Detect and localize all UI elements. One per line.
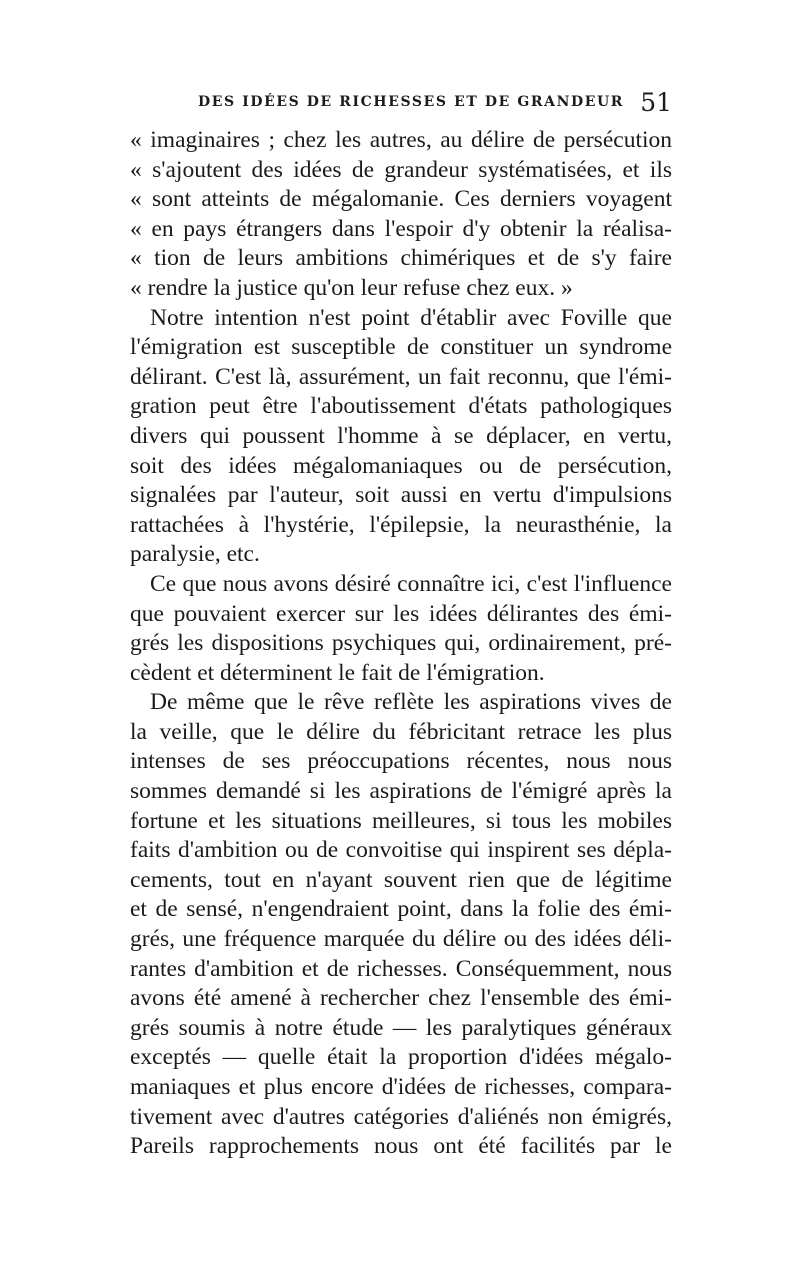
text-line: signalées par l'auteur, soit aussi en vertu d'impulsions [130, 482, 672, 509]
text-line: sommes demandé si les aspirations de l'émigré après la [130, 778, 672, 805]
text-line: « rendre la justice qu'on leur refuse chez eux. » [130, 274, 573, 301]
text-line: Pareils rapprochements nous ont été facilités par le [130, 1133, 672, 1160]
text-line: tivement avec d'autres catégories d'aliénés non émigrés, [130, 1103, 672, 1130]
text-line: grés soumis à notre étude — les paralytiques généraux [130, 1014, 672, 1041]
text-line: avons été amené à rechercher chez l'ensemble des émi- [130, 985, 672, 1012]
text-line: « tion de leurs ambitions chimériques et de s'y faire [130, 245, 672, 272]
text-line: divers qui poussent l'homme à se déplacer, en vertu, [130, 422, 672, 449]
text-line: intenses de ses préoccupations récentes, nous nous [130, 748, 672, 775]
text-line: l'émigration est susceptible de constituer un syndrome [130, 334, 672, 361]
text-line: gration peut être l'aboutissement d'états pathologiques [130, 393, 672, 420]
running-title: DES IDÉES DE RICHESSES ET DE GRANDEUR [198, 94, 625, 110]
text-line: délirant. C'est là, assurément, un fait reconnu, que l'émi- [130, 363, 672, 390]
text-line: cèdent et déterminent le fait de l'émigration. [130, 659, 545, 686]
text-line: et de sensé, n'engendraient point, dans la folie des émi- [130, 896, 672, 923]
text-line: fortune et les situations meilleures, si tous les mobiles [130, 807, 672, 834]
text-line: soit des idées mégalomaniaques ou de persécution, [130, 452, 672, 479]
text-line: grés, une fréquence marquée du délire ou des idées déli- [130, 926, 672, 953]
text-line: « sont atteints de mégalomanie. Ces derniers voyagent [130, 186, 672, 213]
text-line: « s'ajoutent des idées de grandeur systématisées, et ils [130, 156, 672, 183]
text-line: Notre intention n'est point d'établir avec Foville que [150, 304, 672, 331]
text-line: cements, tout en n'ayant souvent rien que de légitime [130, 866, 672, 893]
page-header [130, 88, 672, 124]
text-line: grés les dispositions psychiques qui, ordinairement, pré- [130, 630, 672, 657]
body-text [130, 126, 672, 1162]
text-line: rattachées à l'hystérie, l'épilepsie, la neurasthénie, la [130, 511, 672, 538]
text-line: maniaques et plus encore d'idées de richesses, compara- [130, 1074, 672, 1100]
text-line: que pouvaient exercer sur les idées délirantes des émi- [130, 600, 672, 627]
text-line: faits d'ambition ou de convoitise qui inspirent ses dépla- [130, 837, 672, 864]
text-line: De même que le rêve reflète les aspirations vives de [150, 689, 672, 716]
page-number: 51 [640, 88, 672, 117]
text-line: rantes d'ambition et de richesses. Conséquemment, nous [130, 955, 672, 982]
text-line: exceptés — quelle était la proportion d'idées mégalo- [130, 1044, 672, 1071]
text-line: paralysie, etc. [130, 541, 260, 568]
text-line: « imaginaires ; chez les autres, au délire de persécution [130, 127, 672, 153]
text-line: « en pays étrangers dans l'espoir d'y obtenir la réalisa- [130, 215, 672, 242]
text-line: Ce que nous avons désiré connaître ici, c'est l'influence [150, 570, 672, 597]
text-line: la veille, que le délire du fébricitant retrace les plus [130, 718, 672, 745]
